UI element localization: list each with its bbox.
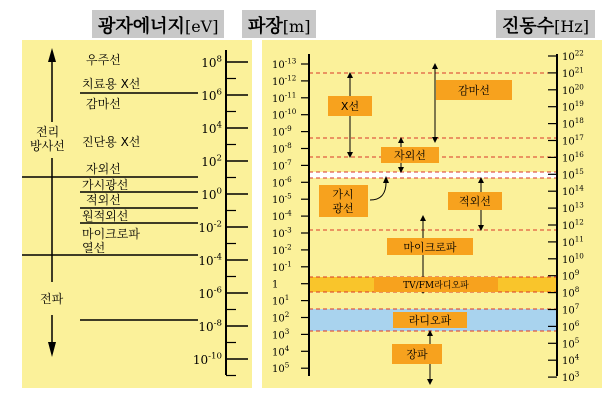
wavelength-tick-label: $10^{-9}$ bbox=[272, 124, 292, 139]
microwave-arrowhead-top bbox=[420, 215, 426, 221]
wavelength-ticks bbox=[272, 57, 309, 376]
wavelength-header-unit: [m] bbox=[282, 17, 311, 36]
wavelength-tick-label: $10^{-10}$ bbox=[272, 107, 297, 122]
label-heat: 열선 bbox=[82, 241, 106, 255]
frequency-tick-label: $10^{17}$ bbox=[562, 133, 584, 148]
energy-tick-label: $10^4$ bbox=[201, 120, 222, 136]
label-ir: 적외선 bbox=[86, 193, 121, 207]
wavelength-tick-label: $10^5$ bbox=[272, 360, 290, 376]
energy-tick-label: $10^{-2}$ bbox=[198, 219, 222, 235]
long-label: 장파 bbox=[406, 348, 428, 361]
xray-label: X선 bbox=[340, 100, 360, 113]
tvfm-label: TV/FM라디오파 bbox=[403, 281, 469, 291]
frequency-tick-label: $10^{20}$ bbox=[562, 82, 584, 97]
radio-arrowhead bbox=[48, 342, 56, 357]
frequency-tick-label: $10^{19}$ bbox=[562, 99, 584, 114]
gamma-label: 감마선 bbox=[458, 84, 490, 97]
energy-tick-label: $10^8$ bbox=[201, 54, 222, 70]
wavelength-tick-label: $10^1$ bbox=[272, 293, 290, 308]
gamma-arrowhead-top bbox=[432, 63, 438, 69]
frequency-ticks bbox=[548, 49, 584, 385]
frequency-tick-label: $10^{11}$ bbox=[562, 234, 584, 249]
energy-tick-label: $10^{-10}$ bbox=[192, 351, 222, 367]
wavelength-tick-label: $10^{-3}$ bbox=[272, 225, 292, 240]
label-radio: 전파 bbox=[40, 292, 64, 306]
frequency-tick-label: $10^9$ bbox=[562, 268, 580, 283]
frequency-tick-label: $10^{22}$ bbox=[562, 48, 584, 63]
label-microwave: 마이크로파 bbox=[82, 227, 140, 241]
label-ionizing-1: 전리 bbox=[36, 125, 60, 139]
frequency-tick-label: $10^5$ bbox=[562, 335, 580, 351]
label-far-ir: 원적외선 bbox=[82, 209, 129, 223]
label-diag-xray: 진단용 X선 bbox=[82, 135, 141, 149]
energy-header-title: 광자에너지 bbox=[98, 16, 185, 37]
frequency-tick-label: $10^{12}$ bbox=[562, 217, 584, 232]
energy-ticks bbox=[193, 55, 248, 376]
energy-panel-svg bbox=[22, 40, 252, 388]
wavelength-header-title: 파장 bbox=[248, 16, 283, 37]
wavelength-tick-label: $10^{-12}$ bbox=[272, 73, 297, 88]
visible-label-2: 광선 bbox=[332, 202, 354, 215]
energy-header bbox=[92, 10, 224, 38]
frequency-tick-label: $10^{16}$ bbox=[562, 149, 584, 165]
frequency-tick-label: $10^4$ bbox=[562, 352, 580, 368]
frequency-tick-label: $10^3$ bbox=[562, 369, 580, 385]
frequency-tick-label: $10^{13}$ bbox=[562, 200, 584, 216]
frequency-tick-label: $10^{21}$ bbox=[562, 65, 584, 80]
energy-tick-label: $10^{-8}$ bbox=[198, 318, 222, 334]
energy-panel bbox=[22, 40, 252, 388]
wavelength-tick-label: $10^4$ bbox=[272, 343, 290, 359]
gamma-arrowhead-bottom bbox=[432, 137, 438, 143]
radio-label: 라디오파 bbox=[408, 314, 452, 327]
wavelength-tick-label: $10^{-2}$ bbox=[272, 242, 292, 257]
frequency-tick-label: $10^8$ bbox=[562, 285, 580, 300]
energy-tick-label: $10^0$ bbox=[201, 186, 222, 202]
microwave-label: 마이크로파 bbox=[403, 241, 457, 254]
label-ionizing-2: 방사선 bbox=[30, 139, 65, 153]
wavelength-tick-label: $10^{-5}$ bbox=[272, 191, 292, 207]
wavelength-header bbox=[242, 10, 316, 38]
energy-tick-label: $10^{-6}$ bbox=[198, 285, 222, 301]
wavelength-tick-label: $10^{-6}$ bbox=[272, 174, 292, 190]
visible-band-bg bbox=[309, 172, 557, 178]
ir-label: 적외선 bbox=[459, 195, 491, 208]
frequency-tick-label: $10^{14}$ bbox=[562, 183, 584, 199]
energy-tick-label: $10^{-4}$ bbox=[198, 252, 222, 268]
frequency-tick-label: $10^7$ bbox=[562, 302, 580, 317]
label-visible: 가시광선 bbox=[82, 178, 129, 192]
frequency-tick-label: $10^{10}$ bbox=[562, 251, 584, 266]
frequency-header bbox=[496, 10, 595, 38]
frequency-tick-label: $10^{18}$ bbox=[562, 116, 584, 131]
energy-header-unit: [eV] bbox=[184, 17, 219, 36]
spectrum-panel-svg bbox=[262, 40, 602, 388]
label-cosmic: 우주선 bbox=[86, 53, 121, 67]
wavelength-tick-label: $10^{-13}$ bbox=[272, 56, 297, 71]
wavelength-tick-label: $10^{-1}$ bbox=[272, 259, 292, 274]
wavelength-tick-label: $10^2$ bbox=[272, 310, 290, 325]
wavelength-tick-label: $10^{-4}$ bbox=[272, 208, 292, 224]
wavelength-tick-label: $10^{-11}$ bbox=[272, 90, 297, 105]
spectrum-panel bbox=[262, 40, 602, 388]
long-arrowhead-bottom bbox=[427, 379, 433, 385]
energy-tick-label: $10^2$ bbox=[201, 153, 222, 169]
label-therapy-xray: 치료용 X선 bbox=[82, 77, 141, 91]
wavelength-tick-label: $10^3$ bbox=[272, 326, 290, 342]
wavelength-tick-label: $10^{-8}$ bbox=[272, 141, 292, 156]
ionizing-arrowhead bbox=[48, 48, 56, 62]
label-gamma: 감마선 bbox=[86, 97, 121, 111]
wavelength-tick-label: $10^{-7}$ bbox=[272, 157, 292, 173]
uv-label: 자외선 bbox=[394, 149, 426, 162]
wavelength-tick-label: 1 bbox=[272, 279, 279, 291]
label-uv: 자외선 bbox=[86, 162, 121, 176]
frequency-header-title: 진동수 bbox=[502, 16, 555, 37]
frequency-tick-label: $10^6$ bbox=[562, 318, 580, 334]
frequency-tick-label: $10^{15}$ bbox=[562, 166, 584, 182]
visible-label-1: 가시 bbox=[332, 188, 354, 201]
energy-tick-label: $10^6$ bbox=[201, 87, 222, 103]
frequency-header-unit: [Hz] bbox=[554, 17, 590, 36]
